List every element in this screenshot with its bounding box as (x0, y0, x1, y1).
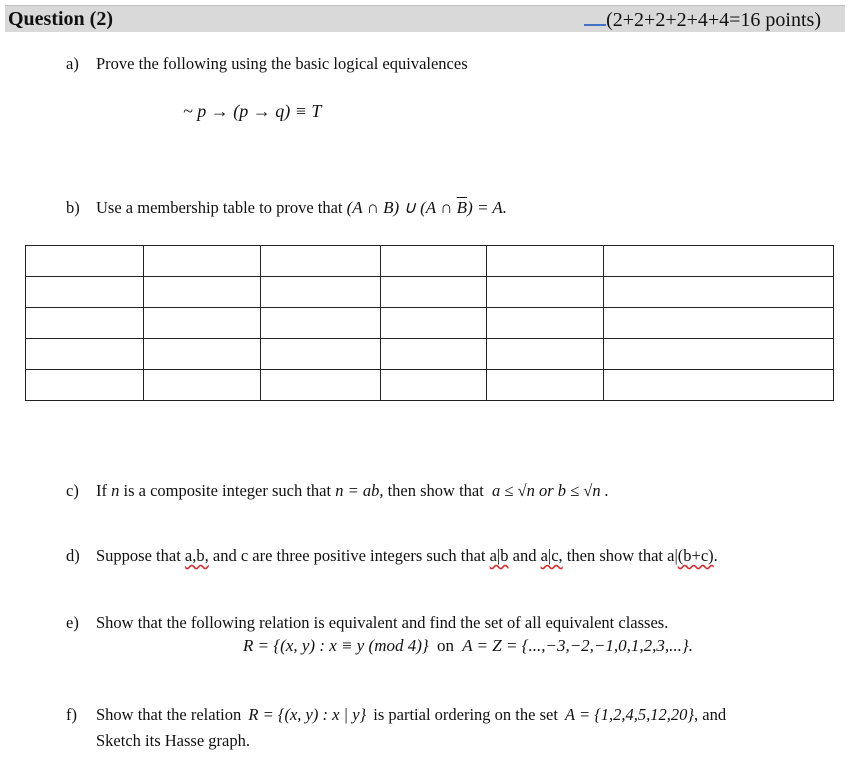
table-cell (381, 246, 487, 277)
table-row (26, 308, 834, 339)
part-e-label: e) (66, 613, 79, 632)
part-f-text-3: , and (694, 705, 727, 724)
table-cell (26, 370, 144, 401)
question-title: Question (2) (8, 8, 113, 30)
part-f-text-1: Show that the relation (96, 705, 242, 724)
part-d-label: d) (66, 546, 80, 565)
part-f-formula-2: A = {1,2,4,5,12,20} (565, 705, 695, 724)
table-cell (381, 277, 487, 308)
table-row (26, 246, 834, 277)
table-cell (26, 339, 144, 370)
part-d-abc: a,b, (184, 546, 209, 565)
part-e (66, 613, 668, 633)
table-row (26, 277, 834, 308)
part-d-text-3: and (512, 546, 537, 565)
table-cell (261, 277, 381, 308)
table-cell (381, 339, 487, 370)
table-cell (144, 370, 261, 401)
table-row (26, 339, 834, 370)
part-f-text-2: is partial ordering on the set (373, 705, 558, 724)
table-cell (604, 339, 834, 370)
part-d-text-2: and c are three positive integers such that (212, 546, 486, 565)
part-f-line-2: Sketch its Hasse graph. (96, 731, 250, 750)
part-d-text-1: Suppose that (96, 546, 181, 565)
part-a (66, 54, 468, 74)
part-b (66, 198, 507, 218)
points-text: (2+2+2+2+4+4=16 points) (606, 9, 821, 31)
table-cell (487, 339, 604, 370)
table-cell (487, 277, 604, 308)
part-c-ineq: a ≤ √n or b ≤ √n . (491, 481, 609, 500)
part-c-text-post: , then show that (379, 481, 484, 500)
part-c (66, 481, 609, 501)
part-b-formula-pre: (A ∩ B) ∪ (A ∩ (346, 198, 457, 217)
table-cell (381, 308, 487, 339)
part-b-label: b) (66, 198, 80, 217)
question-header (5, 5, 845, 32)
table-cell (487, 370, 604, 401)
part-b-formula-bar: $\overline{B}$ (456, 198, 468, 217)
table-cell (144, 277, 261, 308)
part-d-text-4: then show that a| (566, 546, 678, 565)
table-cell (487, 246, 604, 277)
table-cell (261, 246, 381, 277)
table-cell (261, 370, 381, 401)
part-a-formula: ~ p → (p → q) ≡ T (183, 101, 322, 121)
part-e-formula-1: R = {(x, y) : x ≡ y (mod 4)} (243, 636, 429, 655)
table-cell (604, 277, 834, 308)
part-f-formula-1: R = {(x, y) : x | y} (248, 705, 367, 724)
table-cell (26, 246, 144, 277)
table-cell (604, 370, 834, 401)
table-cell (144, 246, 261, 277)
part-d-ac: a|c, (540, 546, 563, 565)
points-blank (584, 8, 606, 26)
part-d (66, 546, 718, 566)
table-row (26, 370, 834, 401)
table-cell (261, 339, 381, 370)
part-c-eq: n = ab (335, 481, 380, 500)
part-b-formula (347, 198, 507, 217)
part-e-text: Show that the following relation is equivalent and find the set of all equivalent classes. (96, 613, 669, 632)
part-d-text-5: . (713, 546, 718, 565)
part-b-formula-post: ) = A. (467, 198, 508, 217)
table-cell (604, 308, 834, 339)
part-f-label: f) (66, 705, 77, 724)
table-cell (381, 370, 487, 401)
part-d-ab: a|b (489, 546, 509, 565)
part-f (66, 705, 726, 725)
points-breakdown (584, 8, 821, 32)
table-cell (144, 308, 261, 339)
part-e-on: on (436, 636, 454, 655)
part-a-text: Prove the following using the basic logical equivalences (96, 54, 468, 73)
table-cell (604, 246, 834, 277)
part-b-text: Use a membership table to prove that (96, 198, 343, 217)
membership-table (25, 245, 834, 401)
table-cell (26, 277, 144, 308)
part-d-bc: (b+c) (677, 546, 714, 565)
table-cell (144, 339, 261, 370)
part-a-label: a) (66, 54, 79, 73)
table-cell (26, 308, 144, 339)
part-c-text-pre: If (96, 481, 107, 500)
part-c-label: c) (66, 481, 79, 500)
part-e-formula-2: A = Z = {...,−3,−2,−1,0,1,2,3,...}. (462, 636, 693, 655)
part-e-formula (243, 636, 693, 656)
part-c-n: n (111, 481, 120, 500)
part-c-text-mid: is a composite integer such that (123, 481, 332, 500)
table-cell (261, 308, 381, 339)
table-cell (487, 308, 604, 339)
